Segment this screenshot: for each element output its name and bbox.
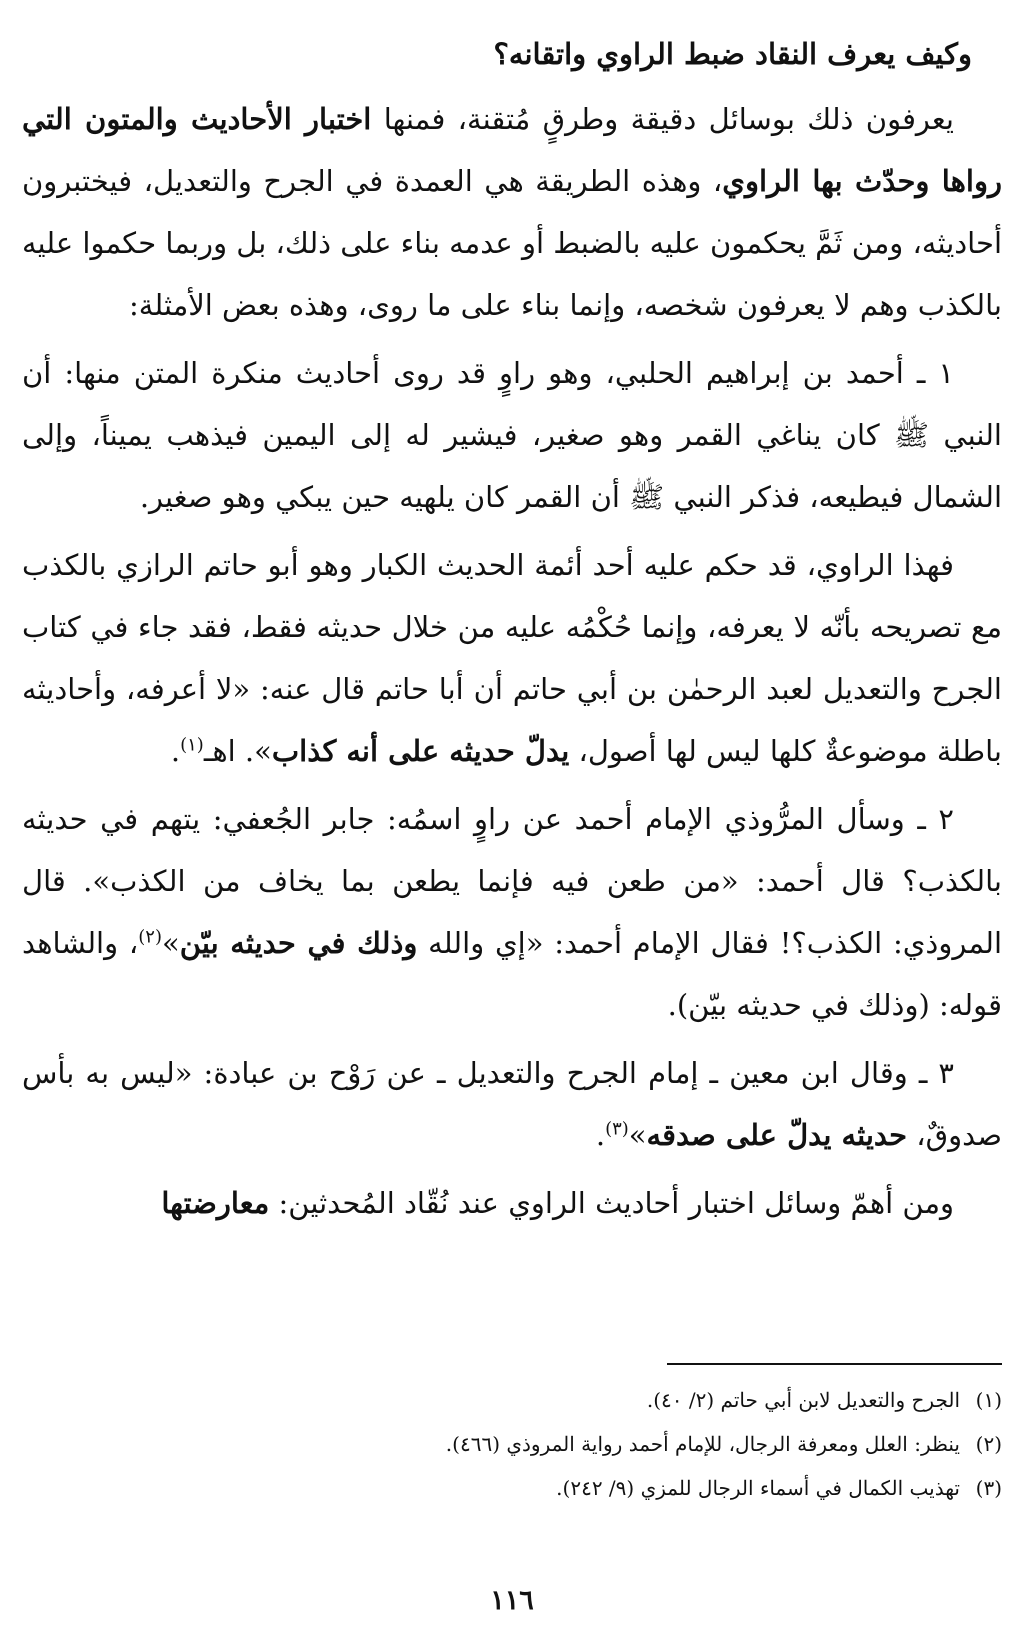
intro-text-1: يعرفون ذلك بوسائل دقيقة وطرقٍ مُتقنة، فمنها: [383, 102, 954, 136]
footnote-2-number: (٢): [975, 1432, 1002, 1456]
footnote-3-text: تهذيب الكمال في أسماء الرجال للمزي (٩/ ٢٤٢).: [556, 1476, 960, 1500]
example-2-text-3: ، والشاهد قوله: (وذلك في حديثه بيّن).: [22, 926, 1002, 1022]
commentary-end: .: [170, 734, 181, 768]
intro-text-2: ، وهذه الطريقة هي العمدة في الجرح والتعديل، فيختبرون أحاديثه، ومن ثَمَّ يحكمون عليه بالضبط أو عدمه بناء على ذلك، بل وربما حكموا عليه بالكذب وهم لا يعرفون شخصه، وإنما بناء على ما روى، وهذه بعض الأمثلة:: [22, 164, 1002, 322]
closing-paragraph: [22, 1172, 1002, 1234]
footnote-ref-1: (١): [180, 734, 204, 756]
footnote-1-number: (١): [975, 1388, 1002, 1412]
intro-paragraph: [22, 88, 1002, 336]
example-3-text-1: ٣ ـ وقال ابن معين ـ إمام الجرح والتعديل ـ عن رَوْح بن عبادة: «ليس به بأس صدوقٌ،: [22, 1056, 1002, 1152]
footnote-ref-2: (٢): [138, 926, 162, 948]
example-3-end: .: [595, 1118, 606, 1152]
footnote-3-number: (٣): [975, 1476, 1002, 1500]
example-2-text-1: ٢ ـ وسأل المرُّوذي الإمام أحمد عن راوٍ اسمُه: جابر الجُعفي: يتهم في حديثه بالكذب؟ قال أحمد: «من طعن فيه فإنما يطعن بما يخاف من الكذب». قال المروذي: الكذب؟! فقال الإمام أحمد: «إي والله: [22, 802, 1003, 960]
commentary-text-1: فهذا الراوي، قد حكم عليه أحد أئمة الحديث الكبار وهو أبو حاتم الرازي بالكذب مع تصريحه بأنّه لا يعرفه، وإنما حُكْمُه عليه من خلال حديثه فقط، فقد جاء في كتاب الجرح والتعديل لعبد الرحمٰن بن أبي حاتم أن أبا حاتم قال عنه: «لا أعرفه، وأحاديثه باطلة موضوعةٌ كلها ليس لها أصول،: [22, 548, 1002, 768]
commentary-paragraph: [22, 534, 1002, 782]
closing-text-1: ومن أهمّ وسائل اختبار أحاديث الراوي عند نُقّاد المُحدثين:: [278, 1186, 954, 1220]
commentary-bold-1: يدلّ حديثه على أنه كذاب: [271, 734, 570, 768]
footnotes: [22, 1378, 1002, 1510]
example-2-paragraph: [22, 788, 1002, 1036]
page-number: ١١٦: [490, 1585, 534, 1616]
footnote-2-text: ينظر: العلل ومعرفة الرجال، للإمام أحمد رواية المروذي (٤٦٦).: [445, 1432, 960, 1456]
example-3-text-2: »: [628, 1118, 647, 1152]
footnote-separator: [667, 1363, 1002, 1365]
commentary-text-2: ». اهـ: [203, 734, 272, 768]
footnote-2: [22, 1422, 1002, 1466]
footnote-ref-3: (٣): [605, 1118, 629, 1140]
example-3-bold-1: حديثه يدلّ على صدقه: [646, 1118, 908, 1152]
footnote-3: [22, 1466, 1002, 1510]
closing-bold-1: معارضتها: [161, 1186, 270, 1220]
example-1-paragraph: ١ ـ أحمد بن إبراهيم الحلبي، وهو راوٍ قد روى أحاديث منكرة المتن منها: أن النبي ﷺ كان يناغي القمر وهو صغير، فيشير له إلى اليمين فيذهب يميناً، وإلى الشمال فيطيعه، فذكر النبي ﷺ أن القمر كان يلهيه حين يبكي وهو صغير.: [22, 356, 1002, 514]
intro-bold-1: اختبار الأحاديث والمتون التي رواها وحدّث بها الراوي: [22, 102, 1002, 198]
footnote-1: [22, 1378, 1002, 1422]
section-heading: وكيف يعرف النقاد ضبط الراوي واتقانه؟: [493, 37, 972, 71]
example-2-bold-1: وذلك في حديثه بيّن: [179, 926, 418, 960]
example-2-text-2: »: [162, 926, 180, 960]
example-3-paragraph: [22, 1042, 1002, 1166]
footnote-1-text: الجرح والتعديل لابن أبي حاتم (٢/ ٤٠).: [646, 1388, 960, 1412]
